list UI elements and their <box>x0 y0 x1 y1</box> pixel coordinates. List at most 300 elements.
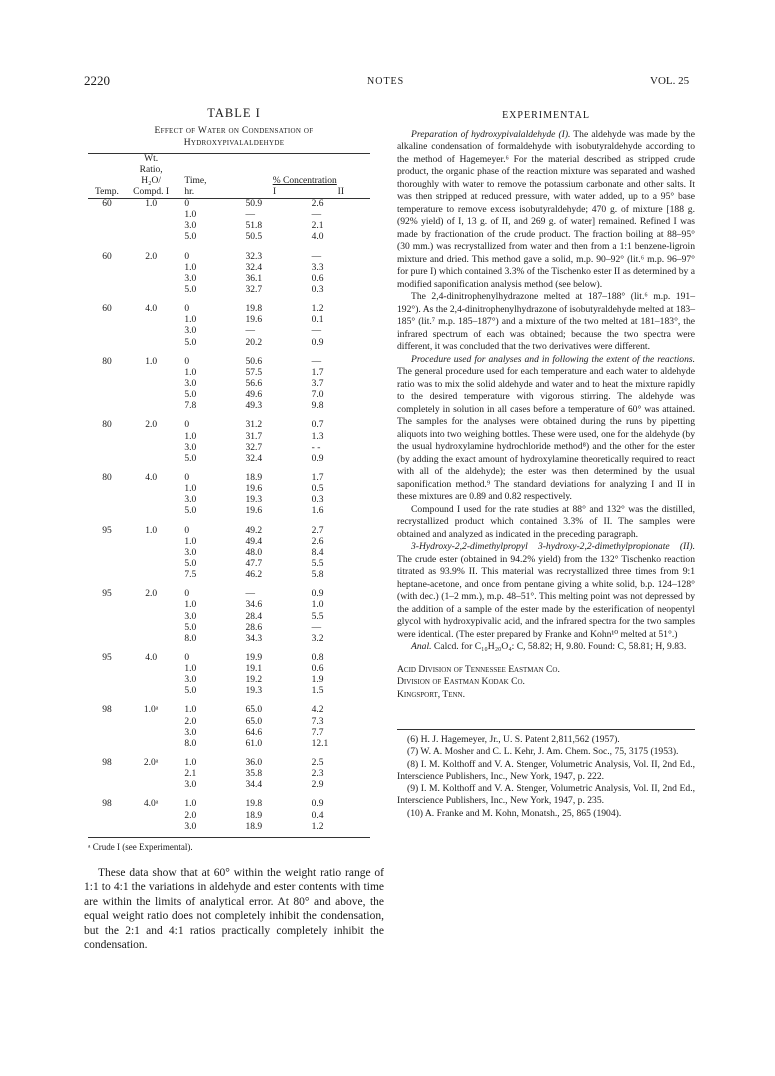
cell-temp <box>88 390 126 401</box>
table-row <box>88 717 370 728</box>
cell-conc-ii: 0.1 <box>311 315 324 326</box>
volume-label: VOL. 25 <box>650 75 690 87</box>
cell-ratio <box>126 634 177 645</box>
cell-temp <box>88 686 126 697</box>
cell-temp <box>88 432 126 443</box>
cell-time: 0 <box>184 199 190 209</box>
table-row <box>88 799 370 810</box>
reference-item: (8) I. M. Kolthoff and V. A. Stenger, Volumetric Analysis, Vol. II, 2nd Ed., Interscience Publishers, Inc., New York, 1947, p. 222. <box>397 758 695 782</box>
cell-conc-i: 56.6 <box>245 378 263 389</box>
cell-time: 1.0 <box>184 705 197 716</box>
cell-time: 1.0 <box>184 484 197 495</box>
cell-conc-i: 49.6 <box>245 390 263 401</box>
reference-item: (6) H. J. Hagemeyer, Jr., U. S. Patent 2,811,562 (1957). <box>407 734 620 745</box>
cell-temp: 60 <box>102 251 112 262</box>
cell-time: 3.0 <box>184 273 197 284</box>
cell-time: 1.0 <box>184 367 197 378</box>
cell-time: 0 <box>184 420 190 431</box>
cell-conc-ii: 8.4 <box>311 547 324 558</box>
cell-conc-ii: 2.1 <box>311 221 324 232</box>
cell-conc-ii: 0.5 <box>311 484 324 495</box>
cell-conc-i: 19.2 <box>245 675 263 686</box>
cell-time: 3.0 <box>184 221 197 232</box>
table-row <box>88 443 370 454</box>
cell-time: 3.0 <box>184 547 197 558</box>
cell-conc-i: 32.4 <box>245 262 263 273</box>
table-row <box>88 432 370 443</box>
paragraph-hydrazone: The 2,4-dinitrophenylhydrazone melted at 187–188° (lit.⁶ m.p. 191–192°). As the 2,4-dinitrophenylhydrazone of isobutyraldehyde melted at 183–185° (lit.⁷ m.p. 185–187°) and a mixture of the two melted at 181–183°, the infrared spectrum of each was obtained; because the two spectra were different, it was concluded that the two derivatives were different. <box>397 291 695 352</box>
cell-time: 5.0 <box>184 337 197 348</box>
cell-ratio <box>126 686 177 697</box>
cell-time: 5.0 <box>184 453 197 464</box>
table-row <box>88 653 370 664</box>
cell-temp <box>88 623 126 634</box>
cell-conc-ii: 2.9 <box>311 780 324 791</box>
cell-time: 1.0 <box>184 799 197 810</box>
cell-time: 0 <box>184 525 190 536</box>
cell-ratio <box>126 728 177 739</box>
cell-conc-i: 34.4 <box>245 780 263 791</box>
table-row <box>88 570 370 581</box>
cell-conc-ii: — <box>311 326 322 337</box>
cell-conc-ii: — <box>311 251 322 262</box>
cell-temp <box>88 338 126 349</box>
cell-temp <box>88 210 126 221</box>
cell-conc-i: 31.2 <box>245 420 263 431</box>
cell-conc-ii: 1.7 <box>311 472 324 483</box>
paragraph-procedure: Procedure used for analyses and in following the extent of the reactions. The general procedure used for each temperature and each water to aldehyde ratio was to mix the solid aldehyde and water and to heat the mixture rapidly to the desired temperature with vigorous stirring. The aldehyde was completely in solution in all cases before a temperature of 60° was attained. The samples for the analyses were obtained during the runs by pipetting aliquots into two weighing bottles. These were used, one for the aldehyde (by the usual hydroxylamine hydrochloride method⁸) and the other for the ester (by adding the exact amount of hydroxylamine theoretically required to react with all of the aldehyde); the ester was then determined by the usual saponification method.⁹ The standard deviations for analyzing I and II in these mixtures are 0.89 and 0.82 respectively. <box>397 353 695 502</box>
table-caption: Effect of Water on Condensation of Hydroxypivalaldehyde <box>154 126 314 148</box>
cell-conc-i: 49.3 <box>245 401 263 412</box>
cell-conc-i: 48.0 <box>245 547 263 558</box>
cell-conc-ii: — <box>311 622 322 633</box>
cell-conc-ii: 4.2 <box>311 705 324 716</box>
cell-temp <box>88 612 126 623</box>
cell-temp <box>88 664 126 675</box>
cell-conc-ii: 3.7 <box>311 378 324 389</box>
cell-conc-ii: 7.0 <box>311 390 324 401</box>
cell-ratio <box>126 717 177 728</box>
cell-ratio <box>126 338 177 349</box>
cell-conc-ii: 0.9 <box>311 589 324 600</box>
cell-temp <box>88 443 126 454</box>
cell-conc-i: 18.9 <box>245 821 263 832</box>
cell-temp <box>88 822 126 833</box>
paragraph-analysis: Anal. Calcd. for C₁₀H₂₀O₄: C, 58.82; H, 9.80. Found: C, 58.81; H, 9.83. <box>411 641 687 652</box>
cell-ratio <box>126 739 177 750</box>
cell-conc-i: 20.2 <box>245 337 263 348</box>
cell-temp <box>88 739 126 750</box>
paragraph-ester: 3-Hydroxy-2,2-dimethylpropyl 3-hydroxy-2,2-dimethylpropionate (II). The crude ester (obtained in 94.2% yield) from the 132° Tischenko reaction titrated as 93.9% II. This material was recrystallized three times from 9:1 heptane-acetone, and once from pentane giving a white solid, b.p. 124–128° (with dec.) (1–2 mm.), m.p. 48–51°. This melting point was not depressed by the addition of a sample of the ester made by the esterification of neopentyl glycol with hydroxypivalic acid, and the infrared spectra for the two samples were identical. (The ester prepared by Franke and Kohn¹⁰ melted at 51°.) <box>397 541 695 640</box>
cell-ratio <box>126 612 177 623</box>
cell-temp: 95 <box>102 652 112 663</box>
reference-item: (10) A. Franke and M. Kohn, Monatsh., 25, 865 (1904). <box>407 807 622 819</box>
cell-time: 3.0 <box>184 821 197 832</box>
cell-temp: 80 <box>102 356 112 367</box>
cell-ratio <box>126 315 177 326</box>
cell-ratio: 2.0 <box>145 251 158 262</box>
cell-conc-ii: 0.7 <box>311 420 324 431</box>
table-row <box>88 506 370 517</box>
cell-conc-i: 47.7 <box>245 558 263 569</box>
cell-time: 3.0 <box>184 727 197 738</box>
table-row <box>88 600 370 611</box>
table-row <box>88 705 370 716</box>
cell-conc-ii: 4.0 <box>311 232 324 243</box>
cell-conc-ii: 1.9 <box>311 675 324 686</box>
discussion-paragraph: These data show that at 60° within the weight ratio range of 1:1 to 4:1 the variations in aldehyde and ester contents with time are within the limits of analytical error. At 80° and above, the equal weight ratio does not completely inhibit the condensation, but the 2:1 and 4:1 ratios practically completely inhibit the condensation. <box>84 866 384 951</box>
cell-conc-ii: 5.5 <box>311 611 324 622</box>
cell-time: 0 <box>184 304 190 315</box>
paragraph-compound: Compound I used for the rate studies at 88° and 132° was the distilled, recrystallized product which contained 3.3% of II. The samples were obtained and analyzed as indicated in the preceding paragraph. <box>397 503 695 540</box>
cell-conc-i: 19.8 <box>245 304 263 315</box>
cell-conc-ii: 2.6 <box>311 199 324 209</box>
cell-temp <box>88 769 126 780</box>
left-column <box>84 100 384 964</box>
table-row <box>88 379 370 390</box>
cell-ratio <box>126 484 177 495</box>
cell-temp <box>88 315 126 326</box>
table-row <box>88 495 370 506</box>
cell-conc-i: 65.0 <box>245 716 263 727</box>
table-row <box>88 221 370 232</box>
table-row <box>88 537 370 548</box>
cell-ratio: 1.0 <box>145 356 158 367</box>
table-row <box>88 664 370 675</box>
cell-ratio <box>126 390 177 401</box>
cell-temp <box>88 232 126 243</box>
cell-time: 3.0 <box>184 442 197 453</box>
table-row <box>88 338 370 349</box>
cell-conc-ii: 2.5 <box>311 758 324 769</box>
table-row <box>88 559 370 570</box>
cell-conc-ii: 7.3 <box>311 716 324 727</box>
cell-time: 8.0 <box>184 633 197 644</box>
cell-temp <box>88 634 126 645</box>
cell-ratio: 4.0 <box>145 472 158 483</box>
cell-temp: 95 <box>102 525 112 536</box>
table-row <box>88 401 370 412</box>
table-row <box>88 739 370 750</box>
table-row <box>88 210 370 221</box>
cell-conc-i: 65.0 <box>245 705 263 716</box>
cell-temp <box>88 285 126 296</box>
cell-temp <box>88 600 126 611</box>
table-row <box>88 769 370 780</box>
cell-time: 1.0 <box>184 758 197 769</box>
cell-conc-i: 18.9 <box>245 810 263 821</box>
cell-time: 3.0 <box>184 780 197 791</box>
cell-conc-i: 28.6 <box>245 622 263 633</box>
cell-time: 1.0 <box>184 262 197 273</box>
cell-conc-ii: — <box>311 210 322 221</box>
cell-conc-ii: 1.0 <box>311 600 324 611</box>
cell-time: 1.0 <box>184 315 197 326</box>
cell-conc-ii: 0.3 <box>311 284 324 295</box>
cell-conc-ii: 0.9 <box>311 799 324 810</box>
cell-time: 5.0 <box>184 686 197 697</box>
cell-time: 2.0 <box>184 810 197 821</box>
page-number: 2220 <box>84 73 110 88</box>
cell-conc-ii: 1.7 <box>311 367 324 378</box>
cell-temp <box>88 495 126 506</box>
table-row <box>88 454 370 465</box>
cell-ratio: 2.0ᵃ <box>143 758 159 769</box>
cell-temp <box>88 728 126 739</box>
table-row <box>88 326 370 337</box>
cell-temp <box>88 454 126 465</box>
table-footnote: ᵃ Crude I (see Experimental). <box>88 841 193 852</box>
data-table: Wt. Ratio, H₂O/ Time, % Concentration Temp. Compd. I hr. I II 60 1.0 0 50.9 2.6 1.0 — — 3.0 51.8 2.1 5.0 50.5 4.0 60 2.0 0 32.3 — 1.0 32.4 3.3 3.0 36.1 0.6 5.0 32.7 0.3 60 4.0 0 19.8 1.2 1.0 19.6 0.1 3.0 — — 5.0 20.2 0.9 80 1.0 0 50.6 — 1.0 57.5 1.7 3.0 56.6 3.7 5.0 49.6 7.0 7.8 49.3 9.8 80 2.0 0 31.2 0.7 1.0 31.7 1.3 3.0 32.7 - - 5.0 32.4 0.9 80 4.0 0 18.9 1.7 1.0 19.6 0.5 3.0 19.3 0.3 5.0 19.6 1.6 95 1.0 0 49.2 2.7 1.0 49.4 2.6 3.0 48.0 8.4 5.0 47.7 5.5 7.5 46.2 5.8 95 2.0 0 — 0.9 1.0 34.6 1.0 3.0 28.4 5.5 5.0 28.6 — 8.0 34.3 3.2 95 4.0 0 19.9 0.8 1.0 19.1 0.6 3.0 19.2 1.9 5.0 19.3 1.5 98 1.0ᵃ 1.0 65.0 4.2 2.0 65.0 7.3 3.0 64.6 7.7 8.0 61.0 12.1 98 2.0ᵃ 1.0 36.0 2.5 2.1 35.8 2.3 3.0 34.4 2.9 98 4.0ᵃ 1.0 19.8 0.9 2.0 18.9 0.4 3.0 18.9 1.2 <box>88 153 370 833</box>
table-row <box>88 589 370 600</box>
cell-conc-i: 51.8 <box>245 221 263 232</box>
cell-temp <box>88 506 126 517</box>
cell-conc-i: 32.3 <box>245 251 263 262</box>
cell-time: 2.1 <box>184 769 197 780</box>
cell-conc-ii: 1.6 <box>311 506 324 517</box>
cell-ratio <box>126 664 177 675</box>
cell-time: 1.0 <box>184 664 197 675</box>
cell-conc-ii: 12.1 <box>311 738 329 749</box>
table-row <box>88 304 370 315</box>
cell-conc-i: 36.0 <box>245 758 263 769</box>
cell-temp: 80 <box>102 472 112 483</box>
cell-time: 1.0 <box>184 536 197 547</box>
cell-conc-i: 46.2 <box>245 570 263 581</box>
cell-time: 5.0 <box>184 284 197 295</box>
table-row <box>88 420 370 431</box>
cell-temp: 60 <box>102 199 112 209</box>
cell-conc-i: 49.4 <box>245 536 263 547</box>
cell-temp <box>88 780 126 791</box>
cell-time: 7.8 <box>184 401 197 412</box>
cell-time: 3.0 <box>184 675 197 686</box>
cell-temp <box>88 221 126 232</box>
paragraph-preparation: Preparation of hydroxypivalaldehyde (I). The aldehyde was made by the alkaline condensation of formaldehyde with isobutyraldehyde according to the method of Hagemeyer.⁶ For the material described as stripped crude product, the organic phase of the reaction mixture was separated and washed thoroughly with water to remove the potassium carbonate and other salts. It was then stripped at reduced pressure, with water added, up to a 95° base temperature to remove excess isobutyraldehyde; 470 g. of mixture [188 g. (92% yield) of I, 13 g. of II, and 269 g. of water] remained. Refined I was made by fractionation of the crude product. The fraction boiling at 88–95° (30 mm.) was recrystallized from water and then from a 1:1 benzene-ligroin mixture and dried. This method gave a solid, m.p. 90–92° (lit.⁶ m.p. 96–97° for pure I) which contained 3.3% of the Tischenko ester II as determined by a modified saponification analysis method (see below). <box>397 128 695 290</box>
cell-conc-ii: 9.8 <box>311 401 324 412</box>
cell-ratio: 1.0 <box>145 199 158 209</box>
cell-conc-i: 32.7 <box>245 442 263 453</box>
cell-conc-i: 57.5 <box>245 367 263 378</box>
table-row <box>88 315 370 326</box>
cell-conc-ii: 2.3 <box>311 769 324 780</box>
cell-ratio <box>126 822 177 833</box>
cell-conc-ii: 0.9 <box>311 337 324 348</box>
table-row <box>88 285 370 296</box>
cell-temp <box>88 326 126 337</box>
cell-conc-ii: 0.6 <box>311 273 324 284</box>
cell-ratio <box>126 401 177 412</box>
cell-conc-i: 18.9 <box>245 472 263 483</box>
table-row <box>88 623 370 634</box>
reference-item: (9) I. M. Kolthoff and V. A. Stenger, Volumetric Analysis, Vol. II, 2nd Ed., Interscience Publishers, Inc., New York, 1947, p. 235. <box>397 783 695 807</box>
table-bottom-rule <box>88 837 370 838</box>
cell-time: 0 <box>184 589 190 600</box>
cell-conc-i: 35.8 <box>245 769 263 780</box>
cell-conc-ii: — <box>311 356 322 367</box>
cell-conc-i: 32.4 <box>245 453 263 464</box>
cell-temp <box>88 811 126 822</box>
cell-conc-ii: 3.2 <box>311 633 324 644</box>
table-row <box>88 484 370 495</box>
table-row <box>88 263 370 274</box>
cell-temp <box>88 484 126 495</box>
cell-ratio <box>126 780 177 791</box>
cell-conc-ii: 1.2 <box>311 821 324 832</box>
cell-temp <box>88 559 126 570</box>
cell-time: 1.0 <box>184 210 197 221</box>
cell-ratio: 4.0 <box>145 304 158 315</box>
cell-temp: 98 <box>102 799 112 810</box>
cell-time: 2.0 <box>184 716 197 727</box>
cell-time: 1.0 <box>184 431 197 442</box>
cell-conc-i: 19.6 <box>245 506 263 517</box>
cell-ratio <box>126 454 177 465</box>
cell-ratio: 4.0ᵃ <box>143 799 159 810</box>
cell-time: 5.0 <box>184 622 197 633</box>
cell-time: 3.0 <box>184 378 197 389</box>
cell-conc-i: 19.3 <box>245 495 263 506</box>
cell-ratio <box>126 210 177 221</box>
cell-conc-i: 19.8 <box>245 799 263 810</box>
cell-conc-ii: 2.6 <box>311 536 324 547</box>
cell-conc-i: 50.9 <box>245 199 263 209</box>
cell-temp <box>88 368 126 379</box>
cell-ratio <box>126 285 177 296</box>
cell-ratio <box>126 379 177 390</box>
reference-item: (7) W. A. Mosher and C. L. Kehr, J. Am. Chem. Soc., 75, 3175 (1953). <box>407 746 679 758</box>
cell-conc-ii: 1.3 <box>311 431 324 442</box>
cell-conc-i: 36.1 <box>245 273 263 284</box>
cell-ratio <box>126 548 177 559</box>
cell-ratio <box>126 811 177 822</box>
right-column <box>397 110 695 820</box>
table-row <box>88 548 370 559</box>
cell-ratio <box>126 537 177 548</box>
cell-conc-ii: 1.5 <box>311 686 324 697</box>
cell-ratio <box>126 623 177 634</box>
cell-temp <box>88 274 126 285</box>
cell-conc-ii: 0.6 <box>311 664 324 675</box>
cell-temp: 60 <box>102 304 112 315</box>
cell-conc-i: 19.6 <box>245 484 263 495</box>
cell-conc-i: 28.4 <box>245 611 263 622</box>
cell-temp <box>88 717 126 728</box>
cell-temp <box>88 401 126 412</box>
table-row <box>88 675 370 686</box>
cell-temp <box>88 537 126 548</box>
cell-ratio <box>126 326 177 337</box>
cell-ratio <box>126 432 177 443</box>
cell-ratio <box>126 495 177 506</box>
table-row <box>88 199 370 211</box>
cell-time: 3.0 <box>184 495 197 506</box>
table-row <box>88 368 370 379</box>
cell-conc-i: 64.6 <box>245 727 263 738</box>
table-row <box>88 357 370 368</box>
cell-conc-i: 32.7 <box>245 284 263 295</box>
cell-ratio <box>126 263 177 274</box>
cell-conc-ii: 7.7 <box>311 727 324 738</box>
cell-ratio <box>126 443 177 454</box>
cell-conc-ii: 5.5 <box>311 558 324 569</box>
table-row <box>88 811 370 822</box>
table-row <box>88 758 370 769</box>
cell-conc-i: — <box>245 210 255 221</box>
cell-time: 1.0 <box>184 600 197 611</box>
cell-ratio <box>126 600 177 611</box>
cell-time: 5.0 <box>184 558 197 569</box>
cell-conc-ii: 3.3 <box>311 262 324 273</box>
cell-ratio: 4.0 <box>145 652 158 663</box>
cell-temp: 98 <box>102 758 112 769</box>
table-row <box>88 686 370 697</box>
cell-temp <box>88 263 126 274</box>
table-row <box>88 252 370 263</box>
cell-ratio: 2.0 <box>145 589 158 600</box>
affiliation: Acid Division of Tennessee Eastman Co. Division of Eastman Kodak Co. Kingsport, Tenn. <box>397 663 560 700</box>
cell-time: 0 <box>184 472 190 483</box>
table-row <box>88 473 370 484</box>
cell-conc-i: 19.3 <box>245 686 263 697</box>
cell-conc-ii: 0.4 <box>311 810 324 821</box>
cell-time: 5.0 <box>184 390 197 401</box>
cell-temp: 80 <box>102 420 112 431</box>
table-row <box>88 728 370 739</box>
cell-ratio: 1.0 <box>145 525 158 536</box>
cell-ratio <box>126 769 177 780</box>
cell-time: 0 <box>184 356 190 367</box>
cell-conc-i: 19.1 <box>245 664 263 675</box>
cell-time: 5.0 <box>184 506 197 517</box>
cell-ratio <box>126 559 177 570</box>
cell-temp <box>88 675 126 686</box>
cell-temp <box>88 379 126 390</box>
cell-time: 7.5 <box>184 570 197 581</box>
cell-conc-i: — <box>245 326 255 337</box>
table-row <box>88 822 370 833</box>
cell-conc-i: 49.2 <box>245 525 263 536</box>
table-row <box>88 612 370 623</box>
cell-conc-i: — <box>245 589 255 600</box>
cell-conc-ii: 0.8 <box>311 652 324 663</box>
table-row <box>88 526 370 537</box>
references <box>397 729 695 820</box>
table-row <box>88 232 370 243</box>
cell-ratio <box>126 274 177 285</box>
cell-conc-i: 50.5 <box>245 232 263 243</box>
table-title: TABLE I <box>207 106 261 120</box>
cell-ratio <box>126 368 177 379</box>
running-head: NOTES <box>367 76 405 87</box>
cell-temp: 98 <box>102 705 112 716</box>
cell-time: 0 <box>184 652 190 663</box>
table-row <box>88 274 370 285</box>
cell-ratio: 2.0 <box>145 420 158 431</box>
cell-ratio <box>126 506 177 517</box>
cell-ratio <box>126 570 177 581</box>
cell-conc-i: 34.3 <box>245 633 263 644</box>
cell-conc-i: 19.9 <box>245 652 263 663</box>
cell-ratio <box>126 221 177 232</box>
table-row <box>88 634 370 645</box>
cell-time: 0 <box>184 251 190 262</box>
cell-conc-ii: 2.7 <box>311 525 324 536</box>
cell-conc-i: 61.0 <box>245 738 263 749</box>
cell-ratio: 1.0ᵃ <box>143 705 159 716</box>
cell-ratio <box>126 675 177 686</box>
cell-conc-i: 19.6 <box>245 315 263 326</box>
